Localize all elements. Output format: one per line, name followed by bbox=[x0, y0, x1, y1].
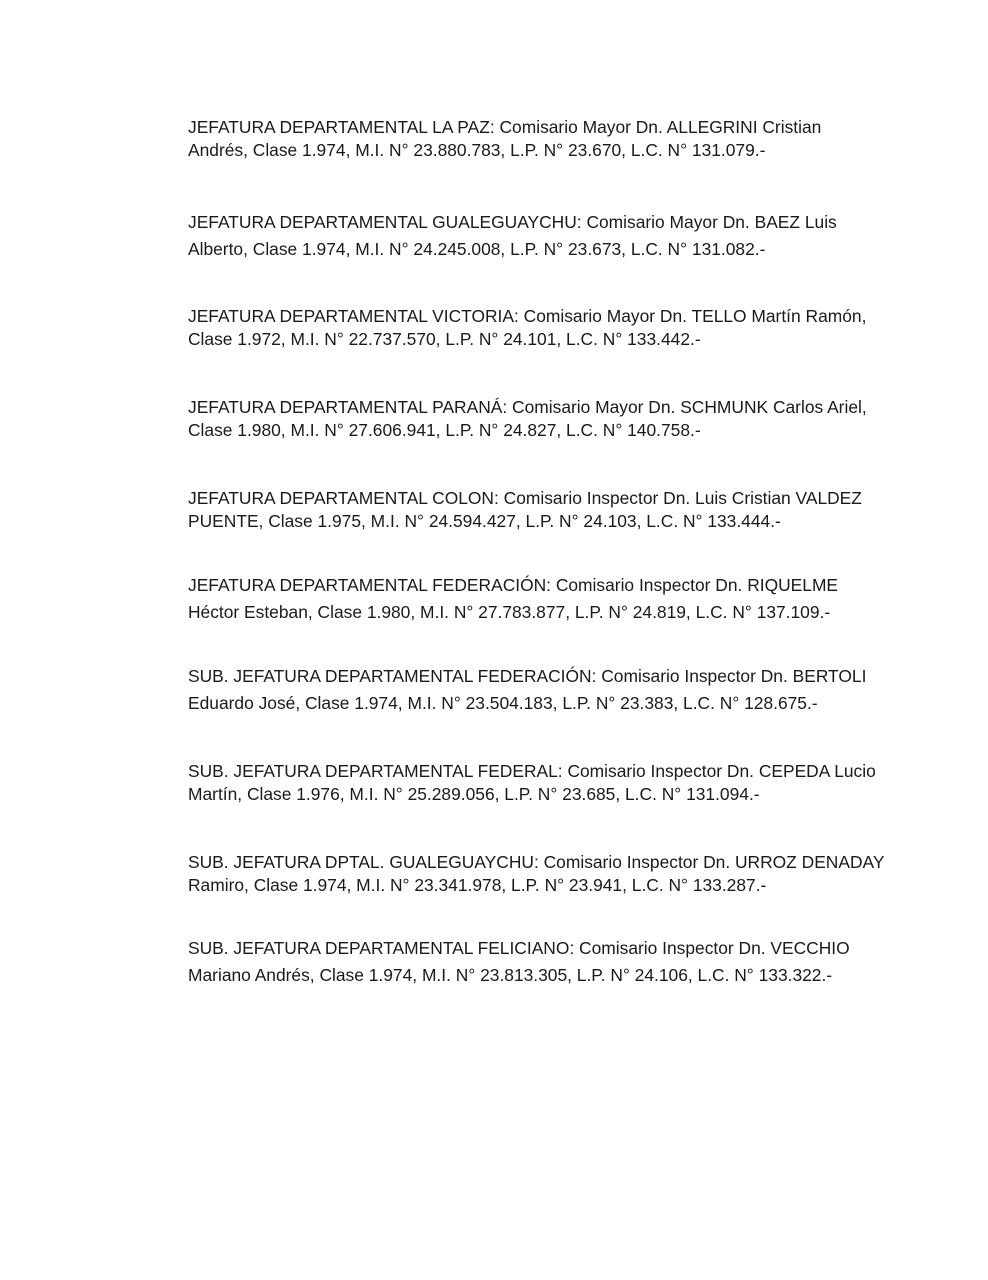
paragraph-sub-jefatura-federal bbox=[188, 760, 900, 806]
paragraph-line: JEFATURA DEPARTAMENTAL LA PAZ: Comisario Mayor Dn. ALLEGRINI Cristian bbox=[188, 117, 822, 137]
paragraph-line: SUB. JEFATURA DPTAL. GUALEGUAYCHU: Comisario Inspector Dn. URROZ DENADAY bbox=[188, 852, 885, 872]
paragraph-line: JEFATURA DEPARTAMENTAL VICTORIA: Comisario Mayor Dn. TELLO Martín Ramón, bbox=[188, 306, 867, 326]
paragraph-line: JEFATURA DEPARTAMENTAL COLON: Comisario Inspector Dn. Luis Cristian VALDEZ bbox=[188, 488, 862, 508]
paragraph-jefatura-parana bbox=[188, 396, 900, 442]
paragraph-line: PUENTE, Clase 1.975, M.I. N° 24.594.427, L.P. N° 24.103, L.C. N° 133.444.- bbox=[188, 511, 781, 531]
paragraph-jefatura-colon bbox=[188, 487, 900, 533]
paragraph-line: Clase 1.972, M.I. N° 22.737.570, L.P. N° 24.101, L.C. N° 133.442.- bbox=[188, 329, 701, 349]
paragraph-sub-jefatura-federacion bbox=[188, 665, 900, 715]
paragraph-line: SUB. JEFATURA DEPARTAMENTAL FEDERACIÓN: Comisario Inspector Dn. BERTOLI bbox=[188, 666, 867, 686]
paragraph-line: Eduardo José, Clase 1.974, M.I. N° 23.504.183, L.P. N° 23.383, L.C. N° 128.675.- bbox=[188, 693, 818, 713]
paragraph-line: JEFATURA DEPARTAMENTAL GUALEGUAYCHU: Comisario Mayor Dn. BAEZ Luis bbox=[188, 212, 837, 232]
paragraph-sub-jefatura-feliciano bbox=[188, 937, 900, 987]
paragraph-jefatura-gualeguaychu bbox=[188, 211, 900, 261]
paragraph-line: Martín, Clase 1.976, M.I. N° 25.289.056, L.P. N° 23.685, L.C. N° 131.094.- bbox=[188, 784, 760, 804]
paragraph-jefatura-victoria bbox=[188, 305, 900, 351]
paragraph-line: SUB. JEFATURA DEPARTAMENTAL FELICIANO: Comisario Inspector Dn. VECCHIO bbox=[188, 938, 850, 958]
paragraph-line: Alberto, Clase 1.974, M.I. N° 24.245.008, L.P. N° 23.673, L.C. N° 131.082.- bbox=[188, 239, 766, 259]
paragraph-jefatura-federacion bbox=[188, 574, 900, 624]
paragraph-line: Andrés, Clase 1.974, M.I. N° 23.880.783, L.P. N° 23.670, L.C. N° 131.079.- bbox=[188, 140, 766, 160]
paragraph-line: Clase 1.980, M.I. N° 27.606.941, L.P. N° 24.827, L.C. N° 140.758.- bbox=[188, 420, 701, 440]
paragraph-line: Héctor Esteban, Clase 1.980, M.I. N° 27.783.877, L.P. N° 24.819, L.C. N° 137.109.- bbox=[188, 602, 831, 622]
paragraph-jefatura-la-paz bbox=[188, 116, 900, 162]
paragraph-line: JEFATURA DEPARTAMENTAL FEDERACIÓN: Comisario Inspector Dn. RIQUELME bbox=[188, 575, 839, 595]
paragraph-line: Mariano Andrés, Clase 1.974, M.I. N° 23.813.305, L.P. N° 24.106, L.C. N° 133.322.- bbox=[188, 965, 833, 985]
paragraph-line: Ramiro, Clase 1.974, M.I. N° 23.341.978, L.P. N° 23.941, L.C. N° 133.287.- bbox=[188, 875, 767, 895]
paragraph-line: SUB. JEFATURA DEPARTAMENTAL FEDERAL: Comisario Inspector Dn. CEPEDA Lucio bbox=[188, 761, 876, 781]
paragraph-line: JEFATURA DEPARTAMENTAL PARANÁ: Comisario Mayor Dn. SCHMUNK Carlos Ariel, bbox=[188, 397, 867, 417]
paragraph-sub-jefatura-gualeguaychu bbox=[188, 851, 900, 897]
